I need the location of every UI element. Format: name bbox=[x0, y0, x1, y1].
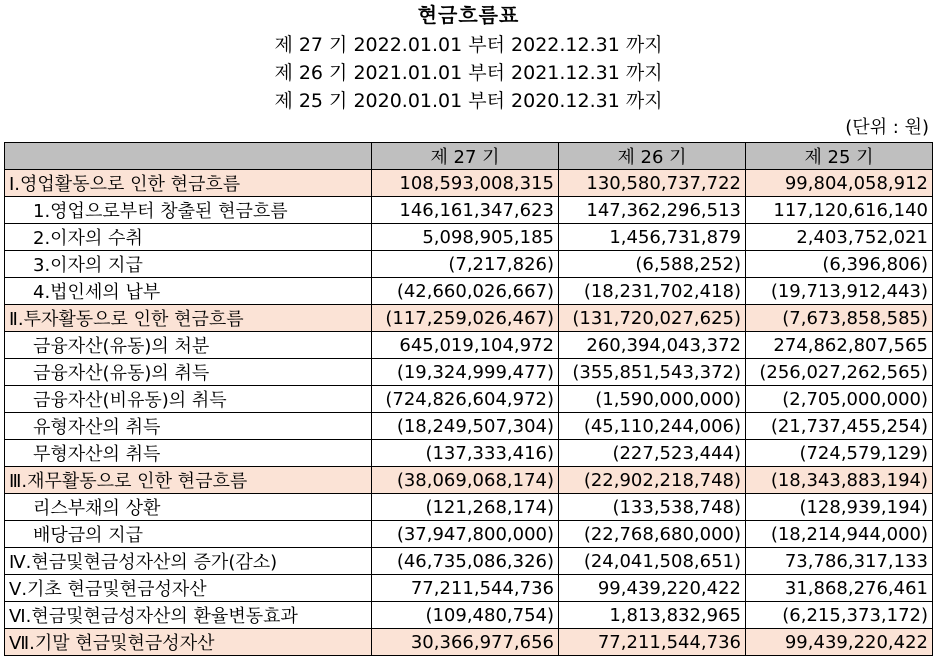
row-label: 유형자산의 취득 bbox=[5, 413, 372, 440]
value-25: (724,579,129) bbox=[746, 440, 933, 467]
table-header-row bbox=[5, 143, 933, 170]
value-27: (37,947,800,000) bbox=[372, 521, 559, 548]
table-row bbox=[5, 521, 933, 548]
value-26: (227,523,444) bbox=[559, 440, 746, 467]
row-label: 3.이자의 지급 bbox=[5, 251, 372, 278]
row-label: Ⅰ.영업활동으로 인한 현금흐름 bbox=[5, 170, 372, 197]
value-25: (21,737,455,254) bbox=[746, 413, 933, 440]
table-row bbox=[5, 413, 933, 440]
value-25: (6,396,806) bbox=[746, 251, 933, 278]
row-label: 금융자산(비유동)의 취득 bbox=[5, 386, 372, 413]
table-row bbox=[5, 170, 933, 197]
row-label: Ⅱ.투자활동으로 인한 현금흐름 bbox=[5, 305, 372, 332]
value-26: 99,439,220,422 bbox=[559, 575, 746, 602]
table-row bbox=[5, 467, 933, 494]
table-row bbox=[5, 305, 933, 332]
table-row bbox=[5, 251, 933, 278]
row-label: 4.법인세의 납부 bbox=[5, 278, 372, 305]
value-26: (45,110,244,006) bbox=[559, 413, 746, 440]
row-label: 리스부채의 상환 bbox=[5, 494, 372, 521]
value-27: (18,249,507,304) bbox=[372, 413, 559, 440]
value-26: 1,456,731,879 bbox=[559, 224, 746, 251]
value-25: (6,215,373,172) bbox=[746, 602, 933, 629]
table-row bbox=[5, 278, 933, 305]
value-27: (19,324,999,477) bbox=[372, 359, 559, 386]
table-row bbox=[5, 224, 933, 251]
value-25: 117,120,616,140 bbox=[746, 197, 933, 224]
value-25: (256,027,262,565) bbox=[746, 359, 933, 386]
value-27: 146,161,347,623 bbox=[372, 197, 559, 224]
table-row bbox=[5, 440, 933, 467]
table-row bbox=[5, 197, 933, 224]
value-26: 260,394,043,372 bbox=[559, 332, 746, 359]
value-25: (128,939,194) bbox=[746, 494, 933, 521]
value-27: 645,019,104,972 bbox=[372, 332, 559, 359]
value-27: 5,098,905,185 bbox=[372, 224, 559, 251]
value-27: (724,826,604,972) bbox=[372, 386, 559, 413]
period-26: 제 26 기 2021.01.01 부터 2021.12.31 까지 bbox=[274, 62, 663, 84]
table-row bbox=[5, 332, 933, 359]
table-row bbox=[5, 575, 933, 602]
document-title: 현금흐름표 bbox=[417, 3, 520, 27]
value-27: (137,333,416) bbox=[372, 440, 559, 467]
value-27: 30,366,977,656 bbox=[372, 629, 559, 656]
header-label bbox=[5, 143, 372, 170]
table-row bbox=[5, 494, 933, 521]
value-25: (18,214,944,000) bbox=[746, 521, 933, 548]
value-25: (2,705,000,000) bbox=[746, 386, 933, 413]
value-27: (7,217,826) bbox=[372, 251, 559, 278]
table-row bbox=[5, 548, 933, 575]
row-label: Ⅵ.현금및현금성자산의 환율변동효과 bbox=[5, 602, 372, 629]
row-label: 2.이자의 수취 bbox=[5, 224, 372, 251]
value-27: (121,268,174) bbox=[372, 494, 559, 521]
table-row bbox=[5, 602, 933, 629]
header-period-27: 제 27 기 bbox=[372, 143, 559, 170]
unit-label: (단위 : 원) bbox=[845, 117, 929, 138]
value-25: 73,786,317,133 bbox=[746, 548, 933, 575]
value-25: 99,439,220,422 bbox=[746, 629, 933, 656]
value-25: (7,673,858,585) bbox=[746, 305, 933, 332]
table-row bbox=[5, 386, 933, 413]
value-25: (19,713,912,443) bbox=[746, 278, 933, 305]
row-label: Ⅴ.기초 현금및현금성자산 bbox=[5, 575, 372, 602]
value-27: (117,259,026,467) bbox=[372, 305, 559, 332]
value-26: (18,231,702,418) bbox=[559, 278, 746, 305]
table-row bbox=[5, 359, 933, 386]
value-26: (1,590,000,000) bbox=[559, 386, 746, 413]
row-label: 무형자산의 취득 bbox=[5, 440, 372, 467]
value-27: (38,069,068,174) bbox=[372, 467, 559, 494]
value-27: (42,660,026,667) bbox=[372, 278, 559, 305]
value-26: 1,813,832,965 bbox=[559, 602, 746, 629]
value-26: (133,538,748) bbox=[559, 494, 746, 521]
header-period-26: 제 26 기 bbox=[559, 143, 746, 170]
cash-flow-table bbox=[4, 142, 933, 656]
value-25: (18,343,883,194) bbox=[746, 467, 933, 494]
value-26: (24,041,508,651) bbox=[559, 548, 746, 575]
value-26: 130,580,737,722 bbox=[559, 170, 746, 197]
value-26: (6,588,252) bbox=[559, 251, 746, 278]
row-label: 배당금의 지급 bbox=[5, 521, 372, 548]
value-25: 274,862,807,565 bbox=[746, 332, 933, 359]
value-27: 77,211,544,736 bbox=[372, 575, 559, 602]
value-26: 147,362,296,513 bbox=[559, 197, 746, 224]
value-26: (22,768,680,000) bbox=[559, 521, 746, 548]
value-26: 77,211,544,736 bbox=[559, 629, 746, 656]
value-26: (355,851,543,372) bbox=[559, 359, 746, 386]
table-row bbox=[5, 629, 933, 656]
row-label: Ⅶ.기말 현금및현금성자산 bbox=[5, 629, 372, 656]
value-25: 99,804,058,912 bbox=[746, 170, 933, 197]
value-25: 2,403,752,021 bbox=[746, 224, 933, 251]
period-27: 제 27 기 2022.01.01 부터 2022.12.31 까지 bbox=[274, 34, 663, 56]
value-26: (131,720,027,625) bbox=[559, 305, 746, 332]
value-27: (109,480,754) bbox=[372, 602, 559, 629]
period-25: 제 25 기 2020.01.01 부터 2020.12.31 까지 bbox=[274, 90, 663, 112]
row-label: Ⅲ.재무활동으로 인한 현금흐름 bbox=[5, 467, 372, 494]
row-label: 1.영업으로부터 창출된 현금흐름 bbox=[5, 197, 372, 224]
value-25: 31,868,276,461 bbox=[746, 575, 933, 602]
value-27: 108,593,008,315 bbox=[372, 170, 559, 197]
value-26: (22,902,218,748) bbox=[559, 467, 746, 494]
row-label: 금융자산(유동)의 취득 bbox=[5, 359, 372, 386]
row-label: 금융자산(유동)의 처분 bbox=[5, 332, 372, 359]
row-label: Ⅳ.현금및현금성자산의 증가(감소) bbox=[5, 548, 372, 575]
value-27: (46,735,086,326) bbox=[372, 548, 559, 575]
header-period-25: 제 25 기 bbox=[746, 143, 933, 170]
